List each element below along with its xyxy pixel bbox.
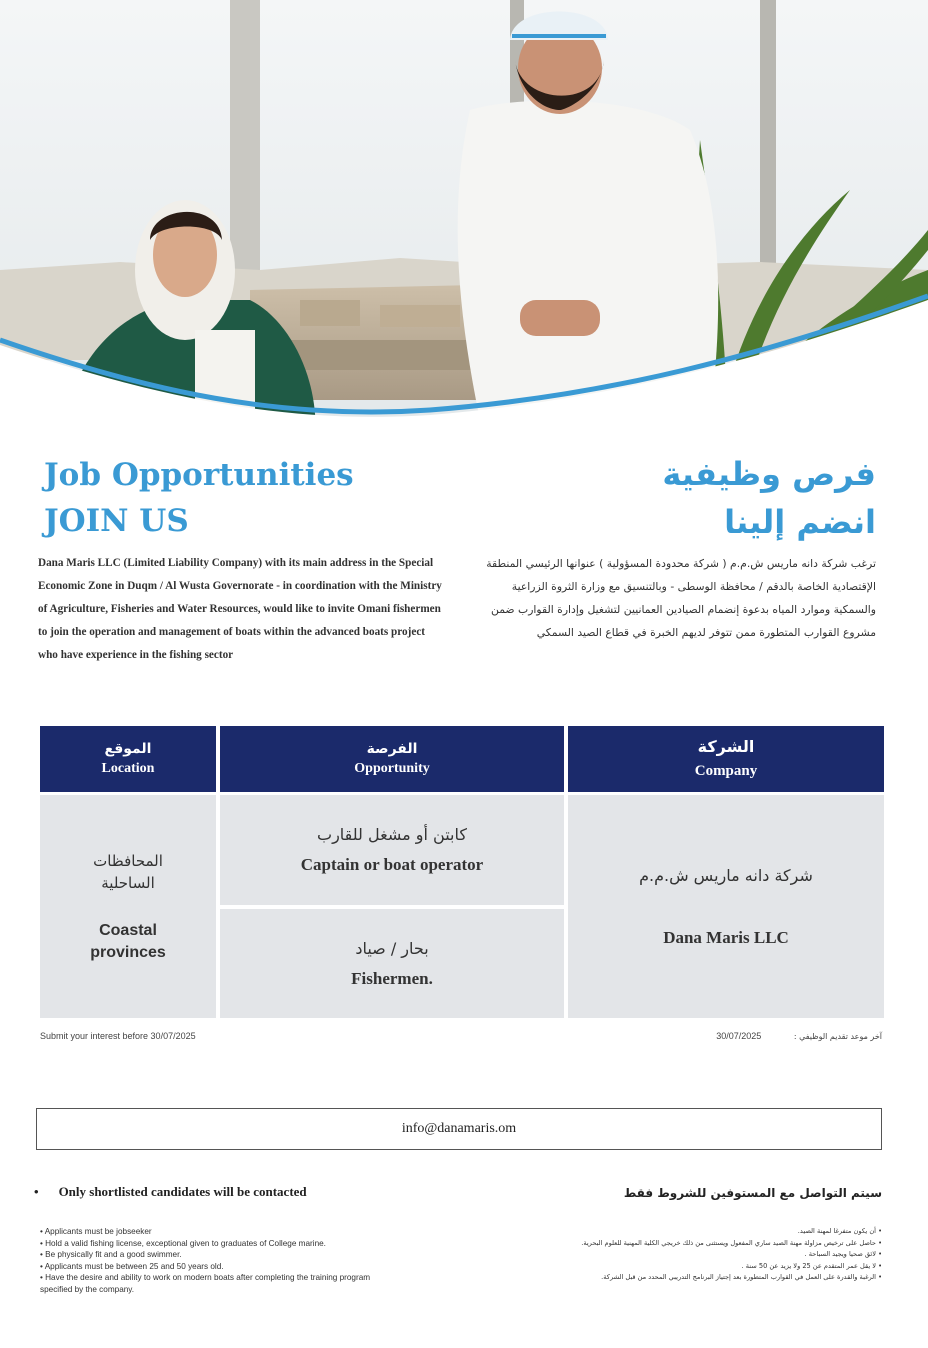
location-cell xyxy=(40,795,216,1018)
intro-line: والسمكية وموارد المياه بدعوة إنضمام الصيادين العمانيين لتشغيل وإدارة القوارب ضمن xyxy=(490,603,876,616)
opportunity-cell xyxy=(220,909,564,1018)
company-cell xyxy=(568,795,884,1018)
requirements-en xyxy=(40,1226,460,1296)
requirement-item: • لائق صحيا ويجيد السباحة . xyxy=(804,1250,882,1259)
location-ar-line1: المحافظات xyxy=(93,851,163,870)
opportunity-en: Fishermen. xyxy=(351,968,433,988)
location-en-line1: Coastal xyxy=(99,921,157,939)
intro-paragraph-ar xyxy=(486,552,876,644)
header-company xyxy=(568,726,884,792)
location-ar-line2: الساحلية xyxy=(101,873,155,892)
bullet: • xyxy=(34,1184,39,1199)
requirement-item: • الرغبة والقدرة على العمل في القوارب المتطورة بعد إجتياز البرنامج التدريبي المحدد من قبل الشركة. xyxy=(601,1273,882,1282)
header-opportunity xyxy=(220,726,564,792)
page-title-en: Job Opportunities xyxy=(44,457,354,493)
intro-paragraph-en xyxy=(38,552,466,667)
job-table xyxy=(40,726,884,1018)
company-ar: شركة دانه ماريس ش.م.م xyxy=(639,865,813,885)
requirement-item: • Applicants must be jobseeker xyxy=(40,1227,152,1236)
requirement-item: • Hold a valid fishing license, exceptional given to graduates of College marine. xyxy=(40,1238,326,1248)
shortlist-text-en: Only shortlisted candidates will be contacted xyxy=(58,1184,307,1199)
header-opportunity-en: Opportunity xyxy=(354,761,430,776)
intro-line: Dana Maris LLC (Limited Liability Company) with its main address in the Special xyxy=(38,557,434,569)
header-company-ar: الشركة xyxy=(697,737,755,756)
deadline-ar-date: 30/07/2025 xyxy=(716,1031,762,1041)
page-subtitle-en: JOIN US xyxy=(44,503,189,539)
hero-illustration xyxy=(0,0,928,440)
email-box xyxy=(36,1108,882,1150)
intro-line: Economic Zone in Duqm / Al Wusta Governorate - in coordination with the Ministry xyxy=(38,580,442,592)
header-location xyxy=(40,726,216,792)
location-en-line2: provinces xyxy=(90,943,166,961)
requirement-item: • حاصل على ترخيص مزاولة مهنة الصيد ساري المفعول ويستثنى من ذلك خريجي الكلية المهنية للعلوم البحرية. xyxy=(581,1238,882,1247)
intro-line: ترغب شركة دانه ماريس ش.م.م ( شركة محدودة المسؤولية ) عنوانها الرئيسي المنطقة xyxy=(486,557,876,570)
heading-en xyxy=(44,452,354,544)
requirement-item: • لا يقل عمر المتقدم عن 25 ولا يزيد عن 50 سنة . xyxy=(741,1261,882,1270)
page-subtitle-ar: انضم إلينا xyxy=(724,503,876,541)
opportunity-ar: بحار / صياد xyxy=(355,938,429,958)
deadline-ar-label: آخر موعد تقديم الوظيفي : xyxy=(793,1032,882,1041)
contact-email[interactable]: info@danamaris.om xyxy=(401,1121,517,1136)
heading-ar xyxy=(662,450,876,546)
header-location-en: Location xyxy=(101,761,155,776)
requirement-item: specified by the company. xyxy=(40,1284,135,1294)
header-opportunity-ar: الفرصة xyxy=(366,741,418,757)
header-location-ar: الموقع xyxy=(104,741,152,757)
requirement-item: • Applicants must be between 25 and 50 years old. xyxy=(40,1261,224,1271)
intro-line: مشروع القوارب المتطورة ممن تتوفر لديهم الخبرة في قطاع الصيد السمكي xyxy=(536,626,876,639)
deadline-ar xyxy=(716,1031,882,1041)
shortlist-note-ar: سيتم التواصل مع المستوفين للشروط فقط xyxy=(623,1186,882,1200)
requirement-item: • Have the desire and ability to work on modern boats after completing the training program xyxy=(40,1273,371,1283)
intro-line: to join the operation and management of boats within the advanced boats project xyxy=(38,626,426,638)
shortlist-note-en xyxy=(34,1184,307,1200)
hero-photo xyxy=(0,0,928,440)
page-title-ar: فرص وظيفية xyxy=(662,455,876,493)
company-en: Dana Maris LLC xyxy=(663,927,789,947)
intro-line: who have experience in the fishing sector xyxy=(38,649,234,661)
requirements-ar xyxy=(502,1226,882,1284)
requirement-item: • أن يكون متفرغا لمهنة الصيد. xyxy=(797,1227,882,1235)
intro-line: الإقتصادية الخاصة بالدقم / محافظة الوسطى - وبالتنسيق مع وزارة الثروة الزراعية xyxy=(511,580,876,593)
opportunity-ar: كابتن أو مشغل للقارب xyxy=(317,825,467,844)
intro-line: of Agriculture, Fisheries and Water Resources, would like to invite Omani fishermen xyxy=(38,603,441,615)
requirement-item: • Be physically fit and a good swimmer. xyxy=(40,1250,182,1260)
opportunity-cell xyxy=(220,795,564,905)
deadline-en: Submit your interest before 30/07/2025 xyxy=(40,1031,196,1041)
header-company-en: Company xyxy=(694,763,758,779)
opportunity-en: Captain or boat operator xyxy=(300,855,484,874)
